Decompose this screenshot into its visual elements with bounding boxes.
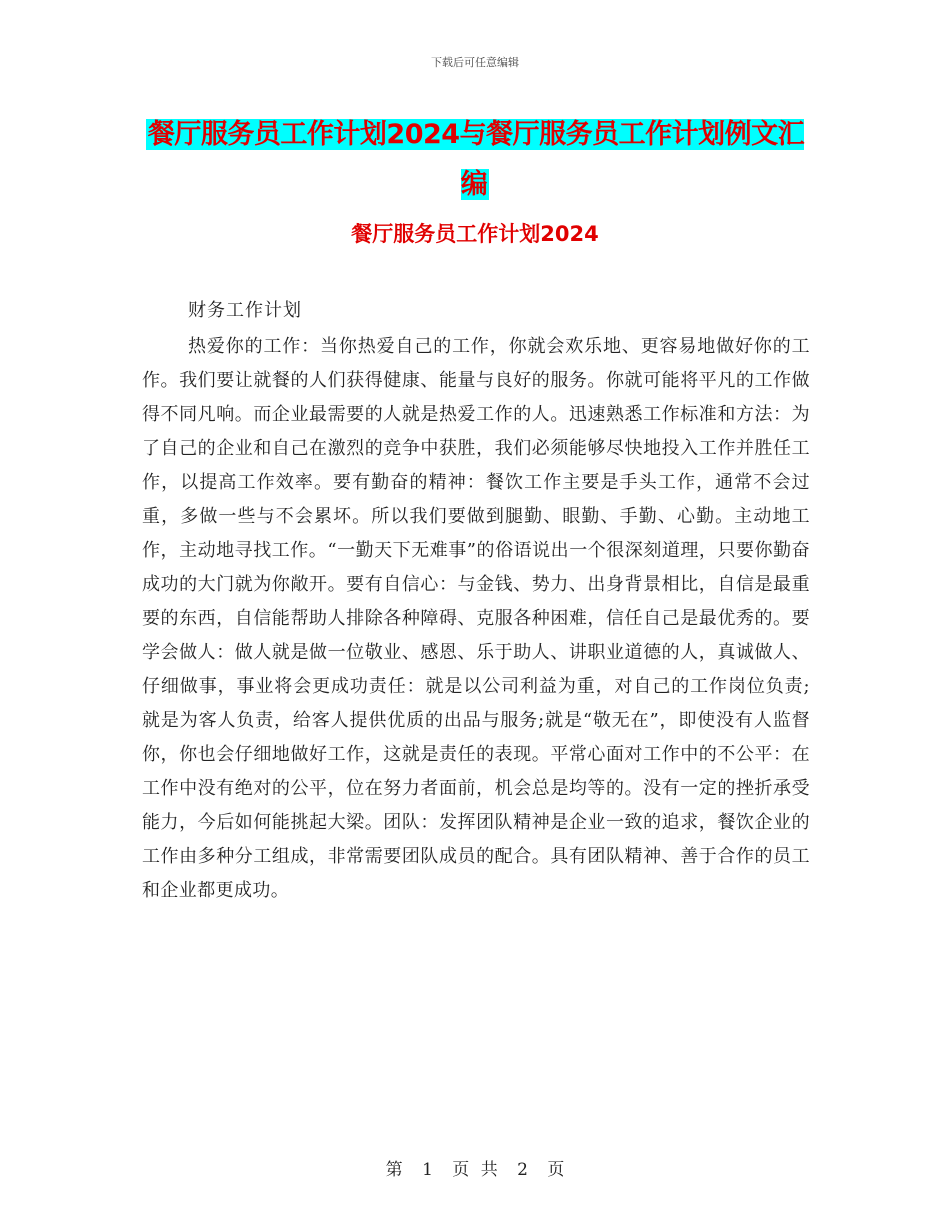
footer-page-number: 1 [422,1160,433,1180]
section-label: 财务工作计划 [188,300,302,321]
footer-prefix: 第 [385,1160,403,1180]
body-paragraph: 热爱你的工作：当你热爱自己的工作，你就会欢乐地、更容易地做好你的工作。我们要让就餐的人们获得健康、能量与良好的服务。你就可能将平凡的工作做得不同凡响。而企业最需要的人就是热爱工作的人。迅速熟悉工作标准和方法：为了自己的企业和自己在激烈的竞争中获胜，我们必须能够尽快地投入工作并胜任工作，以提高工作效率。要有勤奋的精神：餐饮工作主要是手头工作，通常不会过重，多做一些与不会累坏。所以我们要做到腿勤、眼勤、手勤、心勤。主动地工作，主动地寻找工作。“一勤天下无难事”的俗语说出一个很深刻道理，只要你勤奋成功的大门就为你敞开。要有自信心：与金钱、势力、出身背景相比，自信是最重要的东西，自信能帮助人排除各种障碍、克服各种困难，信任自己是最优秀的。要学会做人：做人就是做一位敬业、感恩、乐于助人、讲职业道德的人，真诚做人、仔细做事，事业将会更成功责任：就是以公司利益为重，对自己的工作岗位负责;就是为客人负责，给客人提供优质的出品与服务;就是“敬无在”，即使没有人监督你，你也会仔细地做好工作，这就是责任的表现。平常心面对工作中的不公平：在工作中没有绝对的公平，位在努力者面前，机会总是均等的。没有一定的挫折承受能力，今后如何能挑起大梁。团队：发挥团队精神是企业一致的追求，餐饮企业的工作由多种分工组成，非常需要团队成员的配合。具有团队精神、善于合作的员工和企业都更成功。 [142,336,810,901]
document-subtitle: 餐厅服务员工作计划2024 [351,222,599,246]
footer-total-pages: 2 [517,1160,528,1180]
footer-suffix: 页 [547,1160,565,1180]
footer-middle: 页 共 [452,1160,498,1180]
page-footer [0,1155,950,1180]
page-header-note: 下载后可任意编辑 [431,56,519,69]
document-title-block [140,110,810,210]
document-title: 餐厅服务员工作计划2024与餐厅服务员工作计划例文汇编 [147,119,805,200]
